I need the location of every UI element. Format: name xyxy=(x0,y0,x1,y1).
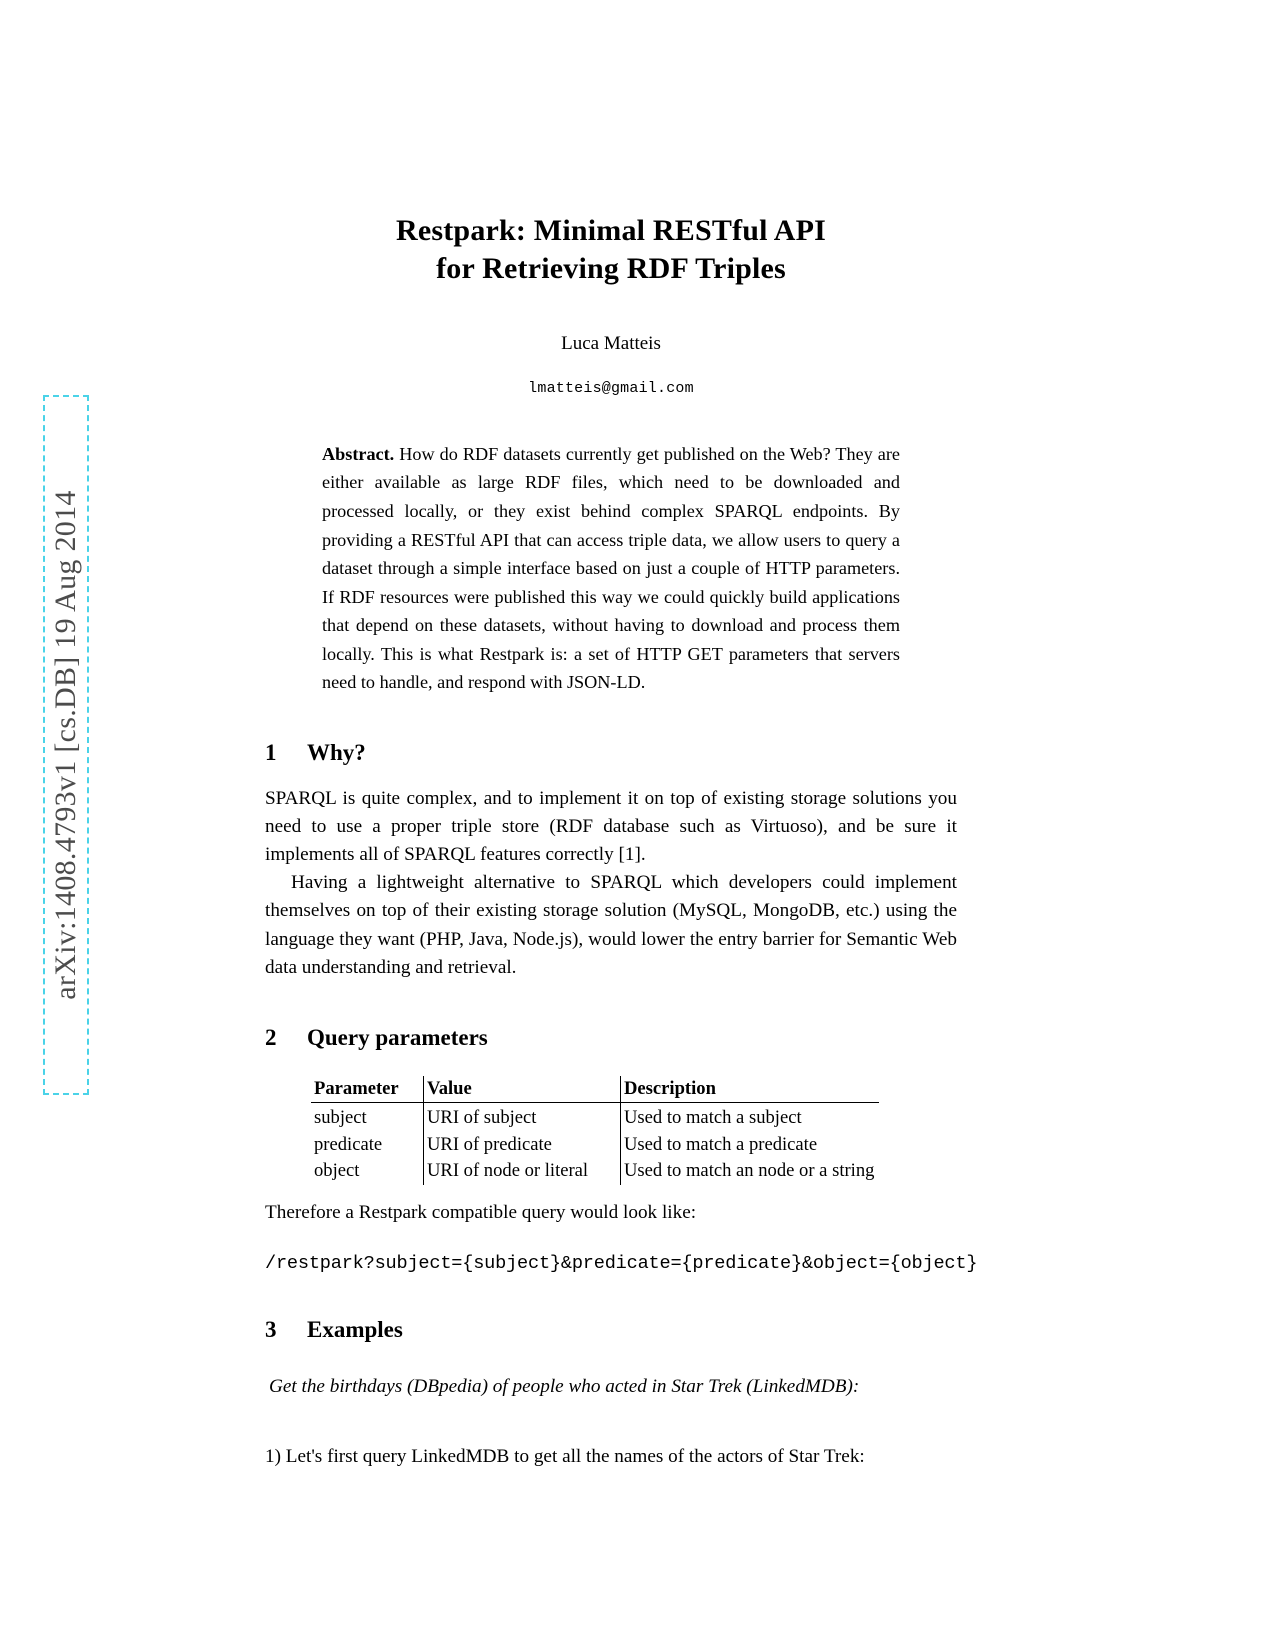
table-header-row xyxy=(311,1076,879,1103)
parameters-table-wrapper xyxy=(311,1076,957,1185)
cell-description: Used to match a predicate xyxy=(621,1132,880,1159)
cell-value: URI of predicate xyxy=(424,1132,621,1159)
title-line-1: Restpark: Minimal RESTful API xyxy=(395,214,826,247)
abstract-label: Abstract. xyxy=(322,443,395,464)
why-paragraph-1: SPARQL is quite complex, and to implement it on top of existing storage solutions you need to use a proper triple store (RDF database such as Virtuoso), and be sure it implements all of SPARQL features correctly [1]. xyxy=(265,787,957,866)
cell-parameter: predicate xyxy=(314,1133,383,1155)
title-line-2: for Retrieving RDF Triples xyxy=(436,252,786,286)
why-paragraph-2: Having a lightweight alternative to SPARQL which developers could implement themselves on top of their existing storage solution (MySQL, MongoDB, etc.) using the language they want (PHP, Java, Node.js), would lower the entry barrier for Semantic Web data understanding and retrieval. xyxy=(265,872,957,978)
arxiv-stamp-text: arXiv:1408.4793v1 [cs.DB] 19 Aug 2014 xyxy=(49,490,82,1000)
cell-parameter: object xyxy=(314,1160,360,1182)
section-title-1: Why? xyxy=(307,739,366,765)
table-row xyxy=(311,1132,879,1159)
author-name: Luca Matteis xyxy=(561,332,661,354)
table-row xyxy=(311,1158,879,1185)
table-body xyxy=(311,1103,879,1185)
section-title-3: Examples xyxy=(307,1316,403,1342)
examples-italic-note: Get the birthdays (DBpedia) of people who acted in Star Trek (LinkedMDB): xyxy=(269,1376,860,1398)
examples-step-1: 1) Let's first query LinkedMDB to get all the names of the actors of Star Trek: xyxy=(265,1446,865,1468)
section-number-1: 1 xyxy=(265,739,277,765)
section-heading-why xyxy=(265,739,957,767)
cell-value: URI of subject xyxy=(424,1103,621,1132)
section-heading-examples xyxy=(265,1316,957,1344)
cell-value: URI of node or literal xyxy=(424,1158,621,1185)
section-number-3: 3 xyxy=(265,1316,277,1342)
table-row xyxy=(311,1103,879,1132)
document-content xyxy=(265,0,978,1471)
column-header-value: Value xyxy=(424,1076,621,1103)
cell-description: Used to match a subject xyxy=(621,1103,880,1132)
column-header-parameter: Parameter xyxy=(311,1076,424,1103)
abstract-block xyxy=(322,440,900,697)
author-email: lmatteis@gmail.com xyxy=(528,379,694,397)
query-example-code: /restpark?subject={subject}&predicate={predicate}&object={object} xyxy=(265,1252,978,1274)
column-header-description: Description xyxy=(621,1076,880,1103)
page-title xyxy=(265,212,957,289)
abstract-text: How do RDF datasets currently get published on the Web? They are either available as large RDF files, which need to be downloaded and processed locally, or they exist behind complex SPARQL endpoints. By providing a RESTful API that can access triple data, we allow users to query a dataset through a simple interface based on just a couple of HTTP parameters. If RDF resources were published this way we could quickly build applications that depend on these datasets, without having to download and process them locally. This is what Restpark is: a set of HTTP GET parameters that servers need to handle, and respond with JSON-LD. xyxy=(322,443,901,693)
arxiv-stamp xyxy=(43,395,89,1095)
table-header xyxy=(311,1076,879,1103)
after-table-text: Therefore a Restpark compatible query would look like: xyxy=(265,1201,697,1223)
section-title-2: Query parameters xyxy=(307,1025,488,1051)
cell-description: Used to match an node or a string xyxy=(621,1158,880,1185)
parameters-table xyxy=(311,1076,879,1185)
section-heading-query-parameters xyxy=(265,1024,957,1052)
section-number-2: 2 xyxy=(265,1025,277,1051)
cell-parameter: subject xyxy=(314,1107,367,1129)
